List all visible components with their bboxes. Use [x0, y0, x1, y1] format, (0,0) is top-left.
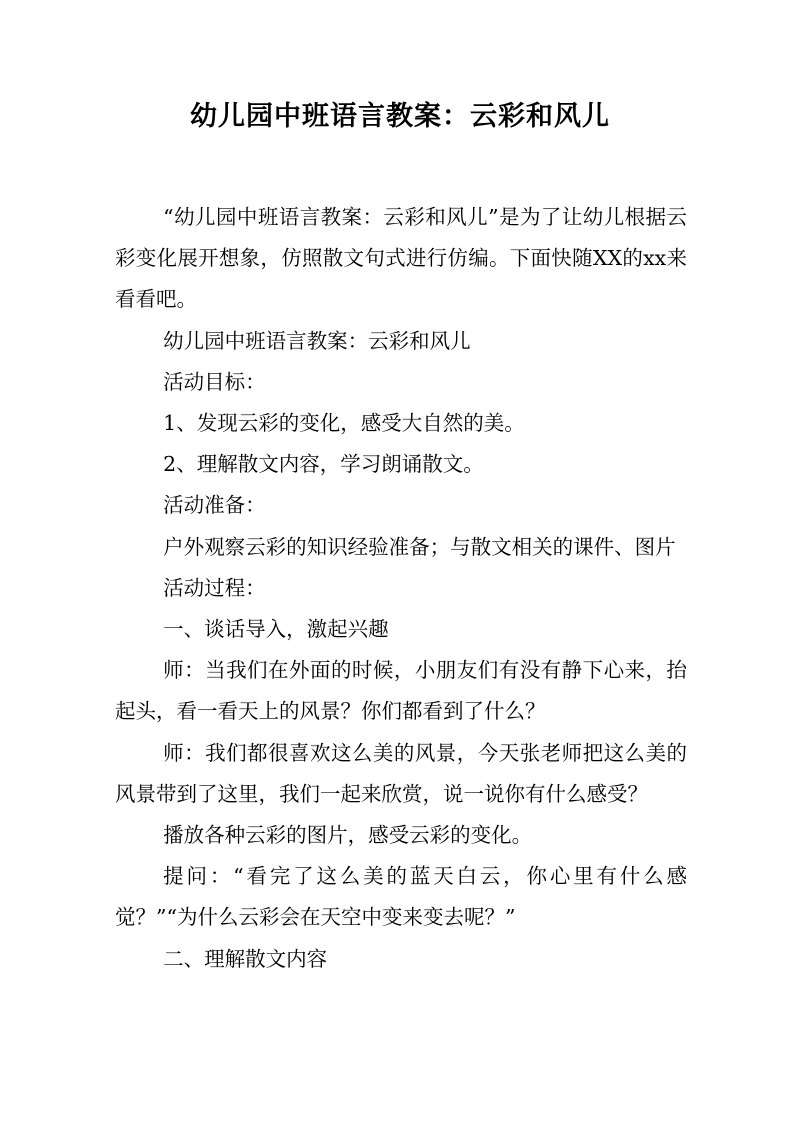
body-paragraph: 播放各种云彩的图片，感受云彩的变化。 — [163, 823, 533, 848]
document-title: 幼儿园中班语言教案：云彩和风儿 — [190, 101, 610, 132]
activity-process-heading: 活动过程： — [163, 575, 266, 600]
intro-paragraph: “幼儿园中班语言教案：云彩和风儿”是为了让幼儿根据云彩变化展开想象，仿照散文句式进行仿编。下面快随XX的xx来看看吧。 — [115, 205, 687, 312]
section-heading: 幼儿园中班语言教案：云彩和风儿 — [163, 328, 471, 353]
activity-goals-heading: 活动目标： — [163, 369, 266, 394]
step-heading: 一、谈话导入，激起兴趣 — [163, 617, 389, 642]
question-paragraph: 提问：“看完了这么美的蓝天白云，你心里有什么感觉？”“为什么云彩会在天空中变来变去呢？” — [115, 864, 687, 930]
teacher-paragraph: 师：当我们在外面的时候，小朋友们有没有静下心来，抬起头，看一看天上的风景？你们都看到了什么？ — [115, 658, 687, 724]
activity-prep-heading: 活动准备： — [163, 493, 266, 518]
goal-item: 1、发现云彩的变化，感受大自然的美。 — [163, 411, 525, 436]
document-body — [115, 197, 687, 980]
prep-paragraph: 户外观察云彩的知识经验准备；与散文相关的课件、图片 — [163, 534, 676, 559]
goal-item: 2、理解散文内容，学习朗诵散文。 — [163, 452, 484, 477]
teacher-paragraph: 师：我们都很喜欢这么美的风景，今天张老师把这么美的风景带到了这里，我们一起来欣赏，说一说你有什么感受？ — [115, 740, 687, 806]
step-heading: 二、理解散文内容 — [163, 946, 328, 971]
